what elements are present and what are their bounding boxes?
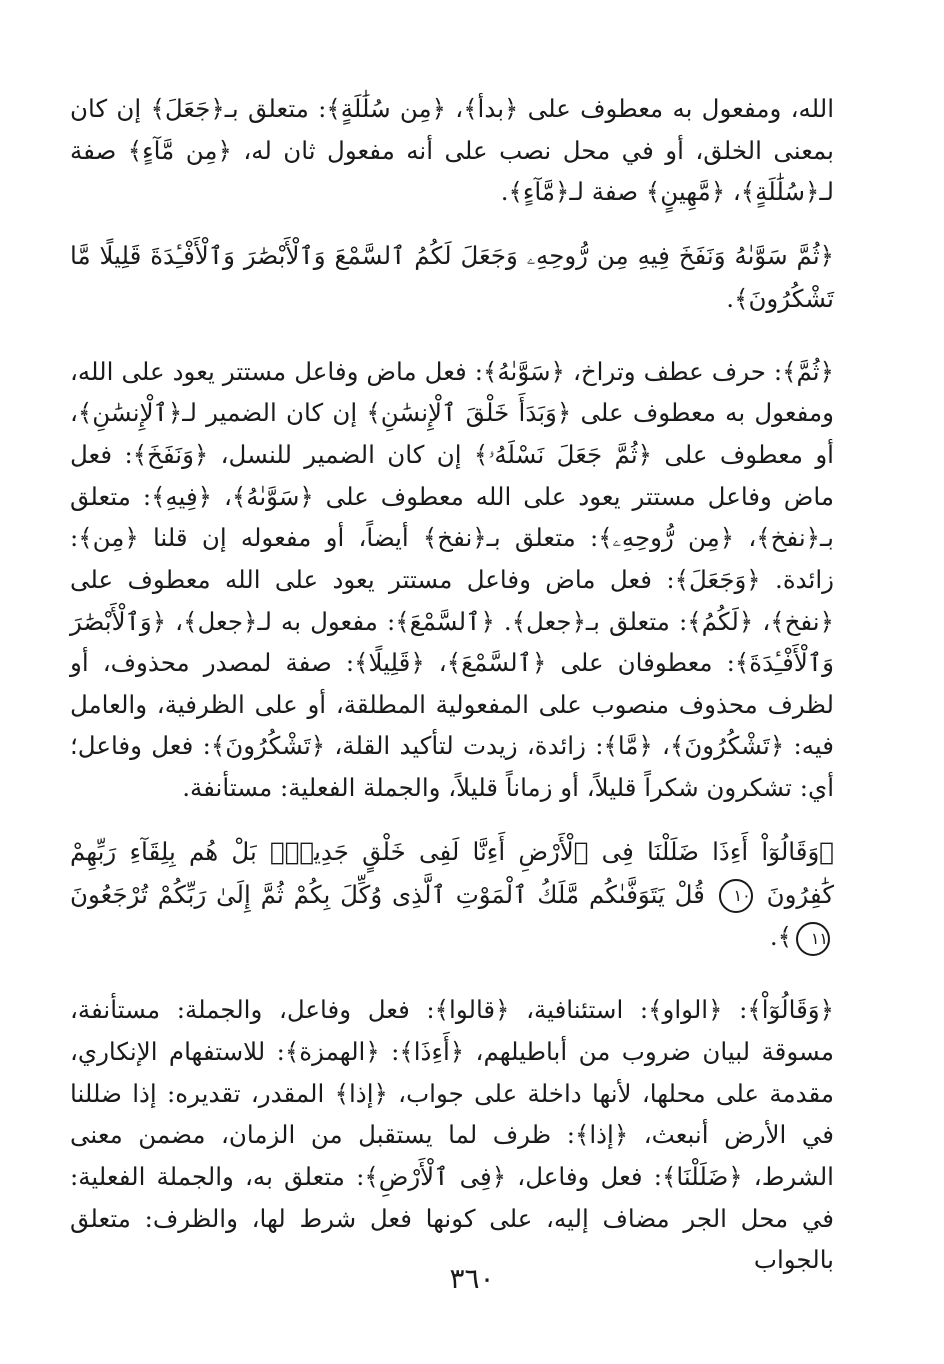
quran-verse: ﴿ثُمَّ سَوَّىٰهُ وَنَفَخَ فِيهِ مِن رُّوحِهِۦ وَجَعَلَ لَكُمُ ٱلسَّمْعَ وَٱلْأَبْصَٰرَ وَٱلْأَفْـِٔدَةَ قَلِيلًا مَّا تَشْكُرُونَ﴾. (70, 240, 834, 313)
verse-number-badge: ١١ (796, 922, 830, 956)
commentary-paragraph: ﴿وَقَالُوٓاْ﴾: ﴿الواو﴾: استئنافية، ﴿قالوا﴾: فعل وفاعل، والجملة: مستأنفة، مسوقة لبيان ضروب من أباطيلهم، ﴿أَءِذَا﴾: ﴿الهمزة﴾: للاستفهام الإنكاري، مقدمة على محلها، لأنها داخلة على جواب، ﴿إذا﴾ المقدر، تقديره: إذا ضللنا في الأرض أنبعث، ﴿إذا﴾: ظرف لما يستقبل من الزمان، مضمن معنى الشرط، ﴿ضَلَلْنَا﴾: فعل وفاعل، ﴿فِى ٱلْأَرْضِ﴾: متعلق به، والجملة الفعلية: في محل الجر مضاف إليه، على كونها فعل شرط لها، والظرف: متعلق بالجواب (70, 995, 834, 1275)
commentary-paragraph: ﴿ثُمَّ﴾: حرف عطف وتراخ، ﴿سَوَّىٰهُ﴾: فعل ماض وفاعل مستتر يعود على الله، ومفعول به معطوف على ﴿وَبَدَأَ خَلْقَ ٱلْإِنسَٰنِ﴾ إن كان الضمير لـ﴿ٱلْإِنسَٰنِ﴾، أو معطوف على ﴿ثُمَّ جَعَلَ نَسْلَهُۥ﴾ إن كان الضمير للنسل، ﴿وَنَفَخَ﴾: فعل ماض وفاعل مستتر يعود على الله معطوف على ﴿سَوَّىٰهُ﴾، ﴿فِيهِ﴾: متعلق بـ﴿نفخ﴾، ﴿مِن رُّوحِهِۦ﴾: متعلق بـ﴿نفخ﴾ أيضاً، أو مفعوله إن قلنا ﴿مِن﴾: زائدة. ﴿وَجَعَلَ﴾: فعل ماض وفاعل مستتر يعود على الله معطوف على ﴿نفخ﴾، ﴿لَكُمُ﴾: متعلق بـ﴿جعل﴾. ﴿ٱلسَّمْعَ﴾: مفعول به لـ﴿جعل﴾، ﴿وَٱلْأَبْصَٰرَ وَٱلْأَفْـِٔدَةَ﴾: معطوفان على ﴿ٱلسَّمْعَ﴾، ﴿قَلِيلًا﴾: صفة لمصدر محذوف، أو لظرف محذوف منصوب على المفعولية المطلقة، أو على الظرفية، والعامل فيه: ﴿تَشْكُرُونَ﴾، ﴿مَّا﴾: زائدة، زيدت لتأكيد القلة، ﴿تَشْكُرُونَ﴾: فعل وفاعل؛ أي: تشكرون شكراً قليلاً، أو زماناً قليلاً، والجملة الفعلية: مستأنفة. (70, 356, 834, 803)
commentary-paragraph: الله، ومفعول به معطوف على ﴿بدأ﴾، ﴿مِن سُلَٰلَةٍ﴾: متعلق بـ﴿جَعَلَ﴾ إن كان بمعنى الخلق، أو في محل نصب على أنه مفعول ثان له، ﴿مِن مَّآءٍ﴾ صفة لـ﴿سُلَٰلَةٍ﴾، ﴿مَّهِينٍ﴾ صفة لـ﴿مَّآءٍ﴾. (70, 94, 834, 207)
verse-number-badge: ١٠ (719, 879, 753, 913)
page-number: ٣٦٠ (449, 1262, 495, 1295)
verse-text: ﴿وَقَالُوٓاْ أَءِذَا ضَلَلْنَا فِى ٱلْأَرْضِ أَءِنَّا لَفِى خَلْقٍ جَدِيدٍۭ بَلْ هُم بِلِقَآءِ رَبِّهِمْ كَٰفِرُونَ (70, 836, 834, 909)
verse-end-mark: ﴾. (769, 922, 792, 952)
quran-verse-block (70, 831, 834, 960)
verse-text: قُلْ يَتَوَفَّىٰكُم مَّلَكُ ٱلْمَوْتِ ٱلَّذِى وُكِّلَ بِكُمْ ثُمَّ إِلَىٰ رَبِّكُمْ تُرْجَعُونَ (70, 879, 705, 909)
